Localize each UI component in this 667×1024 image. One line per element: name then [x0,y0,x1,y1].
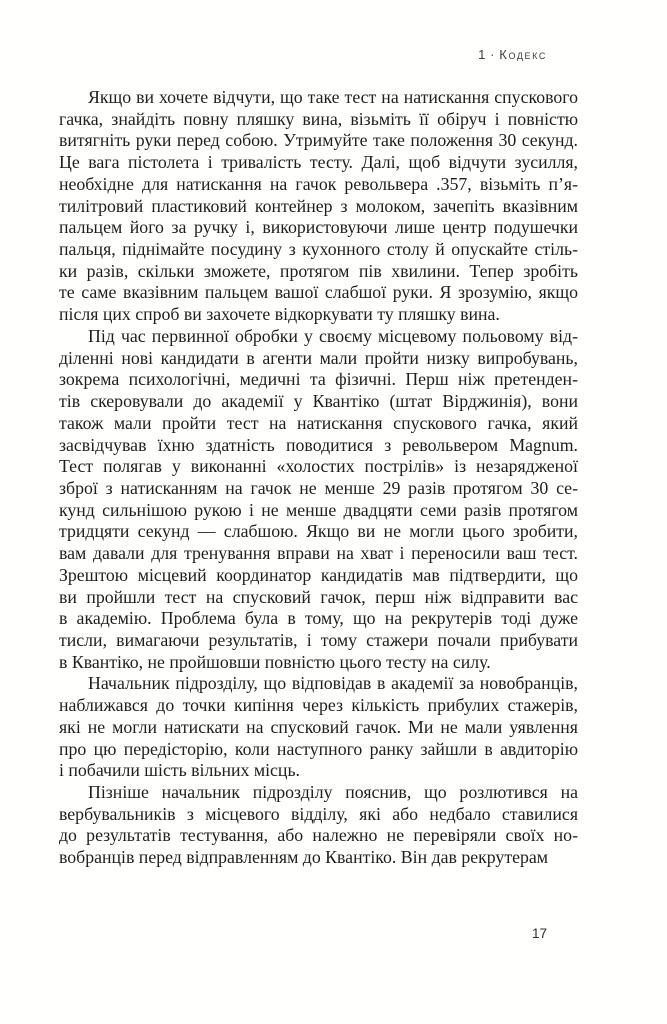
text-line: засвідчував їхню здатність поводитися з револьвером Magnum. [59,434,578,455]
paragraph [59,673,578,782]
paragraph [59,782,578,869]
text-line: Зрештою місцевий координатор кандидатів мав підтвердити, що [59,564,578,585]
text-line: те саме вказівним пальцем вашої слабшої руки. Я зрозумію, якщо [59,282,578,303]
text-line: наближався до точки кипіння через кількість прибулих стажерів, [59,695,578,716]
text-line: ви пройшли тест на спусковий гачок, перш ніж відправити вас [59,586,578,607]
header-separator: · [490,47,496,62]
text-line: пальцем його за ручку і, використовуючи лише центр подушечки [59,217,578,238]
paragraph [59,87,578,326]
text-line: зокрема психологічні, медичні та фізичні. Перш ніж претенден- [59,369,578,390]
text-line: тів скеровували до академії у Квантіко (штат Вірджинія), вони [59,391,578,412]
text-line: які не могли натискати на спусковий гачок. Ми не мали уявлення [59,716,578,737]
text-line: тилітровий пластиковий контейнер з молоком, зачепіть вказівним [59,195,578,216]
text-line: до результатів тестування, або належно не перевіряли своїх но- [59,825,578,846]
text-line: Це вага пістолета і тривалість тесту. Далі, щоб відчути зусилля, [59,152,578,173]
running-header [478,47,547,63]
text-line: після цих спроб ви захочете відкоркувати ту пляшку вина. [59,304,500,325]
chapter-number: 1 [478,47,487,62]
chapter-title: Кодекс [499,47,547,62]
text-line: в Квантіко, не пройшовши повністю цього тесту на силу. [59,651,491,672]
text-line: гачка, знайдіть повну пляшку вина, візьміть її обіруч і повністю [59,108,578,129]
paragraph [59,326,578,674]
text-line: і побачили шість вільних місць. [59,760,301,781]
text-line: діленні нові кандидати в агенти мали пройти низку випробувань, [59,347,578,368]
text-line: Начальник підрозділу, що відповідав в академії за новобранців, [88,673,578,694]
text-line: Тест полягав у виконанні «холостих пострілів» із незарядженої [59,456,578,477]
text-line: необхідне для натискання на гачок револьвера .357, візьміть п’я- [59,173,578,194]
text-line: тисли, вимагаючи результатів, і тому стажери почали прибувати [59,629,578,650]
text-line: вербувальників з місцевого відділу, які або недбало ставилися [59,803,578,824]
text-line: зброї з натисканням на гачок не менше 29 разів протягом 30 се- [59,477,578,498]
text-line: витягніть руки перед собою. Утримуйте таке положення 30 секунд. [59,130,578,151]
text-line: Під час первинної обробки у своєму місцевому польовому від- [88,325,578,346]
text-line: в академію. Проблема була в тому, що на рекрутерів тоді дуже [59,608,578,629]
text-line: тридцяти секунд — слабшою. Якщо ви не могли цього зробити, [59,521,578,542]
text-line: вам давали для тренування вправи на хват і переносили ваш тест. [59,543,578,564]
text-line: пальця, піднімайте посудину з кухонного столу й опускайте стіль- [59,239,578,260]
text-line: ки разів, скільки зможете, протягом пів хвилини. Тепер зробіть [59,260,578,281]
text-line: про цю передісторію, коли наступного ранку зайшли в авдиторію [59,738,578,759]
text-line: також мали пройти тест на натискання спускового гачка, який [59,412,578,433]
text-line: кунд сильнішою рукою і не менше двадцяти семи разів протягом [59,499,578,520]
text-line: Якщо ви хочете відчути, що таке тест на натискання спускового [88,87,578,107]
text-line: Пізніше начальник підрозділу пояснив, що розлютився на [88,782,578,802]
text-line: вобранців перед відправленням до Квантіко. Він дав рекрутерам [59,847,549,868]
page-number: 17 [531,926,547,941]
body-text [59,87,578,869]
